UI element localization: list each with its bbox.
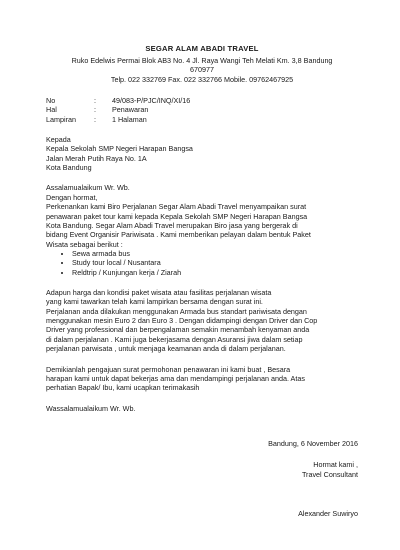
text-line: Driver yang professional dan berpengalaman semakin menambah kenyaman anda <box>46 325 310 335</box>
company-address-postcode: 670977 <box>190 65 214 75</box>
text-line: menggunakan mesin Euro 2 dan Euro 3 . Dengan didampingi dengan Driver dan Cop <box>46 316 318 326</box>
text-line: Wisata sebagai berikut : <box>46 239 123 249</box>
meta-row-number <box>46 96 358 105</box>
text-line: yang kami tawarkan telah kami lampirkan bersama dengan surat ini. <box>46 297 263 307</box>
text-line: penawaran paket tour kami kepada Kepala Sekolah SMP Negeri Harapan Bangsa <box>46 211 308 221</box>
company-contact: Telp. 022 332769 Fax. 022 332766 Mobile. 09762467925 <box>110 74 294 84</box>
meta-value: 1 Halaman <box>112 114 147 124</box>
recipient-block <box>46 135 358 172</box>
recipient-school: Kepala Sekolah SMP Negeri Harapan Bangsa <box>46 144 193 154</box>
closing-paragraph <box>46 365 358 393</box>
meta-label: Hal <box>46 105 57 115</box>
meta-separator: : <box>94 114 96 124</box>
recipient-street: Jalan Merah Putih Raya No. 1A <box>46 153 147 163</box>
text-line: Perkenankan kami Biro Perjalanan Segar Alam Abadi Travel menyampaikan surat <box>46 202 307 212</box>
letter-meta <box>46 96 358 124</box>
meta-value: Penawaran <box>112 105 149 115</box>
meta-value: 49/083-P/PJC/INQ/XI/16 <box>112 95 191 105</box>
place-date: Bandung, 6 November 2016 <box>268 439 358 448</box>
letterhead <box>46 44 358 84</box>
greeting-salam: Assalamualaikum Wr. Wb. <box>46 183 130 193</box>
intro-paragraph <box>46 202 358 249</box>
recipient-city: Kota Bandung <box>46 163 92 173</box>
company-address: Ruko Edelwis Permai Blok AB3 No. 4 Jl. Raya Wangi Teh Melati Km. 3,8 Bandung <box>71 55 333 65</box>
meta-separator: : <box>94 95 96 105</box>
meta-row-attachment <box>46 115 358 124</box>
list-item: • Reldtrip / Kunjungan kerja / Ziarah <box>72 268 358 277</box>
text-line: Demikianlah pengajuan surat permohonan penawaran ini kami buat , Besara <box>46 364 291 374</box>
signature-name: Alexander Suwiryo <box>298 509 358 519</box>
text-line: harapan kami untuk dapat bekerjas ama dan mendampingi perjalanan anda. Atas <box>46 373 305 383</box>
list-item: • Sewa armada bus <box>72 249 358 258</box>
services-list <box>46 249 358 277</box>
signature-block <box>46 439 358 518</box>
company-name: SEGAR ALAM ABADI TRAVEL <box>145 44 259 53</box>
text-line: Adapun harga dan kondisi paket wisata atau fasilitas perjalanan wisata <box>46 288 272 298</box>
letter-body <box>46 44 358 518</box>
meta-label: No <box>46 95 56 105</box>
signature-role: Travel Consultant <box>301 469 358 479</box>
signature-hormat: Hormat kami , <box>313 460 358 470</box>
meta-label: Lampiran <box>46 114 76 124</box>
text-line: bidang Event Organisir Pariwisata . Kami memberikan pelayan dalam bentuk Paket <box>46 230 311 240</box>
meta-row-subject <box>46 105 358 114</box>
closing-salam: Wassalamualaikum Wr. Wb. <box>46 403 136 413</box>
text-line: di dalam perjalanan . Kami juga bekerjasama dengan Asuransi jiwa dalam setiap <box>46 334 303 344</box>
text-line: Kota Bandung. Segar Alam Abadi Travel merupakan Biro jasa yang bergerak di <box>46 220 298 230</box>
pricing-paragraph <box>46 288 358 354</box>
text-line: perhatian Bapak/ Ibu, kami ucapkan terimakasih <box>46 383 200 393</box>
recipient-kepada: Kepada <box>46 135 71 145</box>
list-item: • Study tour local / Nusantara <box>72 258 358 267</box>
text-line: perjalanan parwisata , untuk menjaga keamanan anda di dalam perjalanan. <box>46 344 286 354</box>
meta-separator: : <box>94 105 96 115</box>
greeting-block <box>46 183 358 277</box>
greeting-hormat: Dengan hormat, <box>46 192 98 202</box>
text-line: Perjalanan anda dilakukan menggunakan Armada bus standart pariwisata dengan <box>46 306 307 316</box>
